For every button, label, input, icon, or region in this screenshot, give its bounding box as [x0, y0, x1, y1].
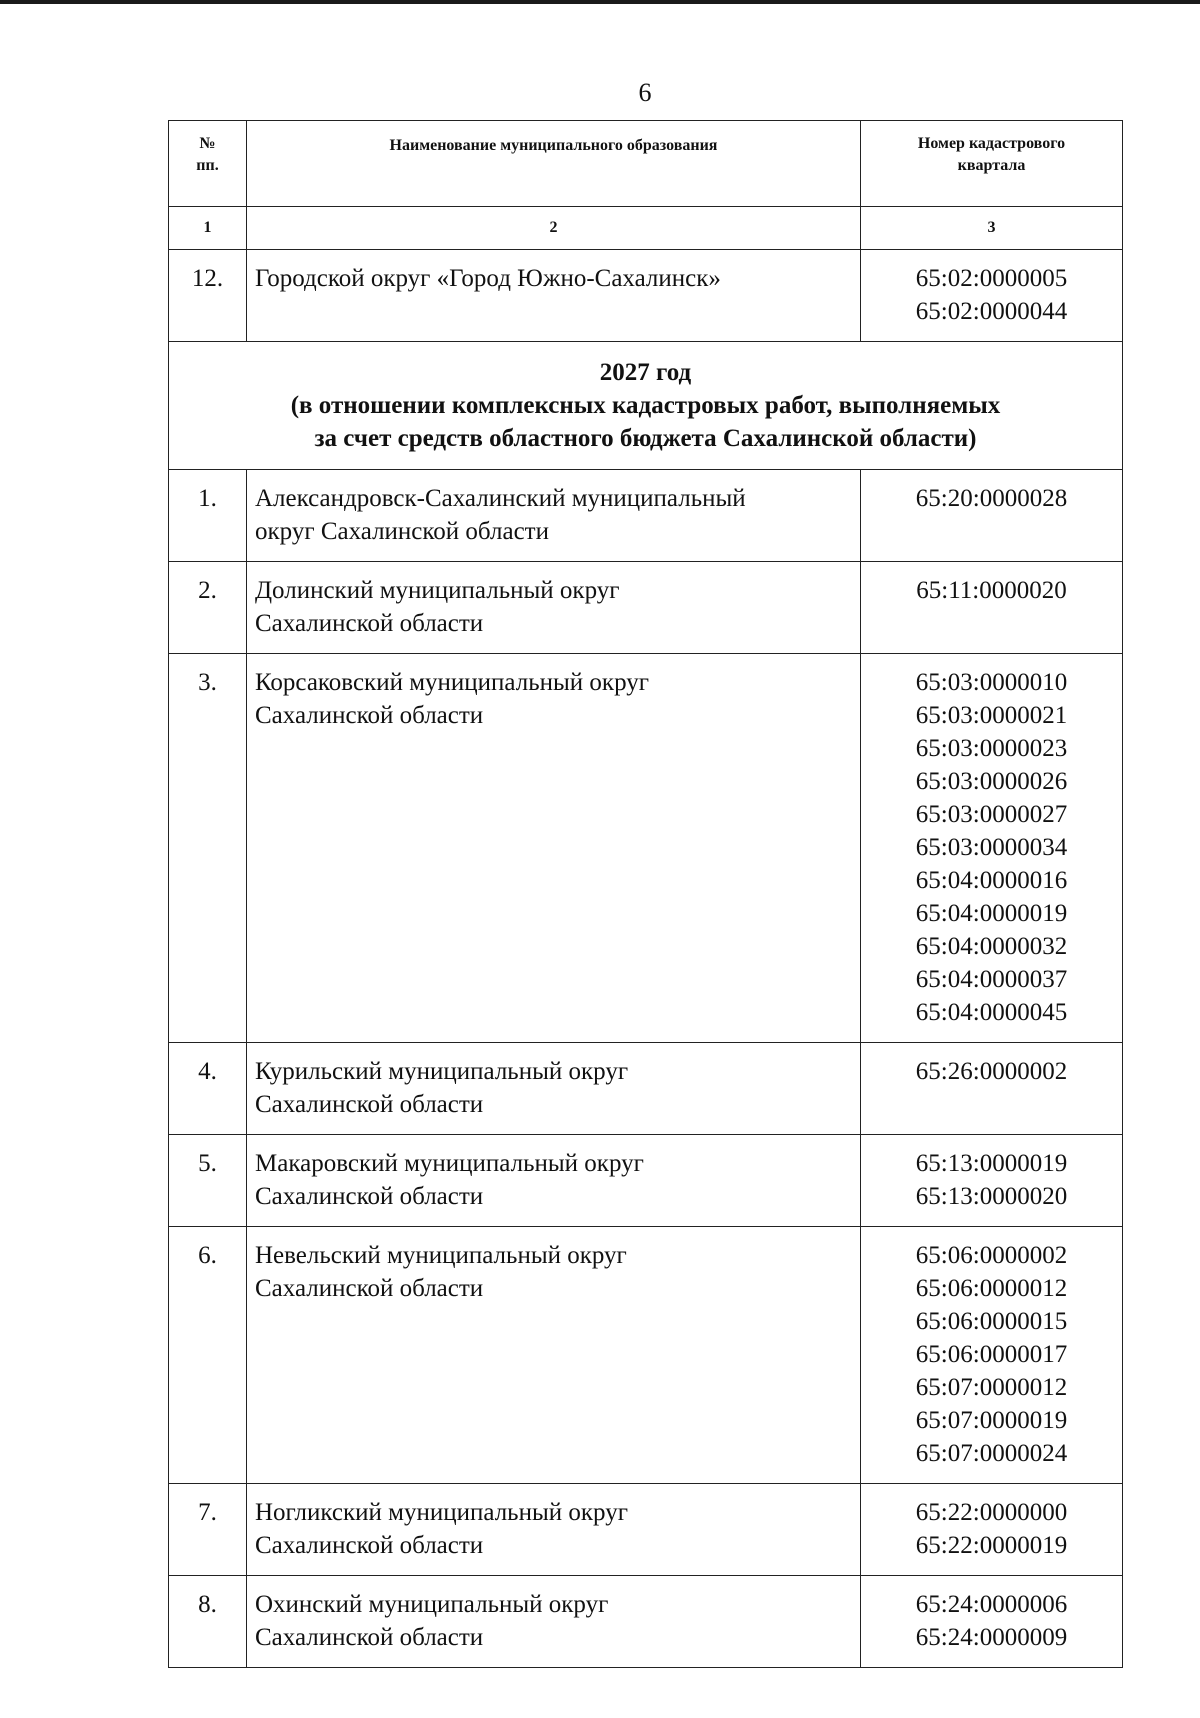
- cadastral-numbers: [861, 1227, 1123, 1484]
- cadastral-number: 65:22:0000000: [915, 1499, 1068, 1526]
- municipality-name-line: Курильский муниципальный округ: [255, 1058, 629, 1085]
- cadastral-number: 65:03:0000010: [915, 669, 1068, 696]
- cadastral-numbers: [861, 1135, 1123, 1227]
- cadastral-number: 65:04:0000019: [915, 900, 1068, 927]
- municipality-name: [247, 470, 861, 562]
- row-number: 7.: [169, 1484, 247, 1576]
- municipality-name: [247, 1043, 861, 1135]
- table-row: [169, 1576, 1123, 1668]
- table-row: [169, 1227, 1123, 1484]
- municipality-name-line: Сахалинской области: [255, 1183, 484, 1210]
- municipality-name-line: Сахалинской области: [255, 610, 484, 637]
- section-heading: [169, 342, 1123, 470]
- column-number-1: 1: [169, 207, 247, 250]
- header-num-cell: [169, 121, 247, 207]
- municipality-name-line: Охинский муниципальный округ: [255, 1591, 609, 1618]
- cadastral-number: 65:22:0000019: [915, 1532, 1068, 1559]
- table-row: [169, 1043, 1123, 1135]
- table-row: [169, 1135, 1123, 1227]
- cadastral-number: 65:07:0000019: [915, 1407, 1068, 1434]
- cadastral-number: 65:03:0000034: [915, 834, 1068, 861]
- header-kvartal-line1: Номер кадастрового: [917, 135, 1066, 152]
- municipality-name-line: Александровск-Сахалинский муниципальный: [255, 485, 746, 512]
- row-number: 12.: [169, 250, 247, 342]
- municipality-name-line: округ Сахалинской области: [255, 518, 549, 545]
- cadastral-numbers: [861, 470, 1123, 562]
- scan-edge: [0, 0, 1200, 4]
- cadastral-numbers: [861, 1043, 1123, 1135]
- table-row: [169, 562, 1123, 654]
- municipality-name: [247, 654, 861, 1043]
- table-row: [169, 470, 1123, 562]
- cadastral-number: 65:24:0000009: [915, 1624, 1068, 1651]
- cadastral-numbers: [861, 1484, 1123, 1576]
- cadastral-number: 65:04:0000016: [915, 867, 1068, 894]
- header-name-label: Наименование муниципального образования: [389, 137, 718, 154]
- cadastral-number: 65:07:0000024: [915, 1440, 1068, 1467]
- cadastral-number: 65:04:0000032: [915, 933, 1068, 960]
- column-number-2: 2: [247, 207, 861, 250]
- section-note-line1: (в отношении комплексных кадастровых работ, выполняемых: [290, 392, 1001, 419]
- cadastral-table: [168, 120, 1123, 1668]
- cadastral-numbers: [861, 654, 1123, 1043]
- cadastral-numbers: [861, 1576, 1123, 1668]
- municipality-name-line: Сахалинской области: [255, 1624, 484, 1651]
- cadastral-number: 65:07:0000012: [915, 1374, 1068, 1401]
- header-row: [169, 121, 1123, 207]
- municipality-name-line: Сахалинской области: [255, 1275, 484, 1302]
- cadastral-number: 65:06:0000002: [915, 1242, 1068, 1269]
- municipality-name: [247, 562, 861, 654]
- cadastral-number: 65:24:0000006: [915, 1591, 1068, 1618]
- table-row: [169, 1484, 1123, 1576]
- page-number: 6: [638, 78, 652, 107]
- section-year: 2027 год: [599, 359, 692, 386]
- header-name-cell: [247, 121, 861, 207]
- cadastral-number: 65:06:0000012: [915, 1275, 1068, 1302]
- cadastral-number: 65:20:0000028: [915, 485, 1068, 512]
- header-num-symbol: №: [199, 135, 216, 152]
- municipality-name-line: Городской округ «Город Южно-Сахалинск»: [255, 265, 721, 292]
- table-body: [169, 121, 1123, 1668]
- municipality-name: [247, 1484, 861, 1576]
- cadastral-numbers: [861, 562, 1123, 654]
- column-number-row: [169, 207, 1123, 250]
- municipality-name-line: Сахалинской области: [255, 1091, 484, 1118]
- cadastral-number: 65:04:0000045: [915, 999, 1068, 1026]
- municipality-name-line: Макаровский муниципальный округ: [255, 1150, 644, 1177]
- cadastral-number: 65:06:0000015: [915, 1308, 1068, 1335]
- cadastral-number: 65:02:0000044: [915, 298, 1068, 325]
- header-num-abbr: пп.: [196, 157, 219, 174]
- municipality-name-line: Сахалинской области: [255, 702, 484, 729]
- row-number: 4.: [169, 1043, 247, 1135]
- cadastral-number: 65:03:0000021: [915, 702, 1068, 729]
- cadastral-number: 65:04:0000037: [915, 966, 1068, 993]
- row-number: 6.: [169, 1227, 247, 1484]
- section-heading-row: [169, 342, 1123, 470]
- table-row: [169, 654, 1123, 1043]
- cadastral-number: 65:13:0000019: [915, 1150, 1068, 1177]
- row-number: 3.: [169, 654, 247, 1043]
- row-number: 1.: [169, 470, 247, 562]
- column-number-3: 3: [861, 207, 1123, 250]
- municipality-name-line: Корсаковский муниципальный округ: [255, 669, 649, 696]
- row-number: 5.: [169, 1135, 247, 1227]
- header-kvartal-cell: [861, 121, 1123, 207]
- header-kvartal-line2: квартала: [957, 157, 1026, 174]
- table-row-first: [169, 250, 1123, 342]
- cadastral-number: 65:03:0000023: [915, 735, 1068, 762]
- cadastral-numbers: [861, 250, 1123, 342]
- row-number: 2.: [169, 562, 247, 654]
- municipality-name-line: Сахалинской области: [255, 1532, 484, 1559]
- municipality-name: [247, 1576, 861, 1668]
- section-note-line2: за счет средств областного бюджета Сахалинской области): [314, 425, 977, 452]
- row-number: 8.: [169, 1576, 247, 1668]
- cadastral-number: 65:02:0000005: [915, 265, 1068, 292]
- municipality-name-line: Долинский муниципальный округ: [255, 577, 620, 604]
- municipality-name: [247, 1227, 861, 1484]
- cadastral-number: 65:26:0000002: [915, 1058, 1068, 1085]
- cadastral-number: 65:11:0000020: [916, 577, 1067, 604]
- cadastral-number: 65:06:0000017: [915, 1341, 1068, 1368]
- cadastral-number: 65:03:0000026: [915, 768, 1068, 795]
- cadastral-number: 65:03:0000027: [915, 801, 1068, 828]
- municipality-name-line: Ногликский муниципальный округ: [255, 1499, 628, 1526]
- municipality-name: [247, 250, 861, 342]
- municipality-name: [247, 1135, 861, 1227]
- municipality-name-line: Невельский муниципальный округ: [255, 1242, 627, 1269]
- cadastral-number: 65:13:0000020: [915, 1183, 1068, 1210]
